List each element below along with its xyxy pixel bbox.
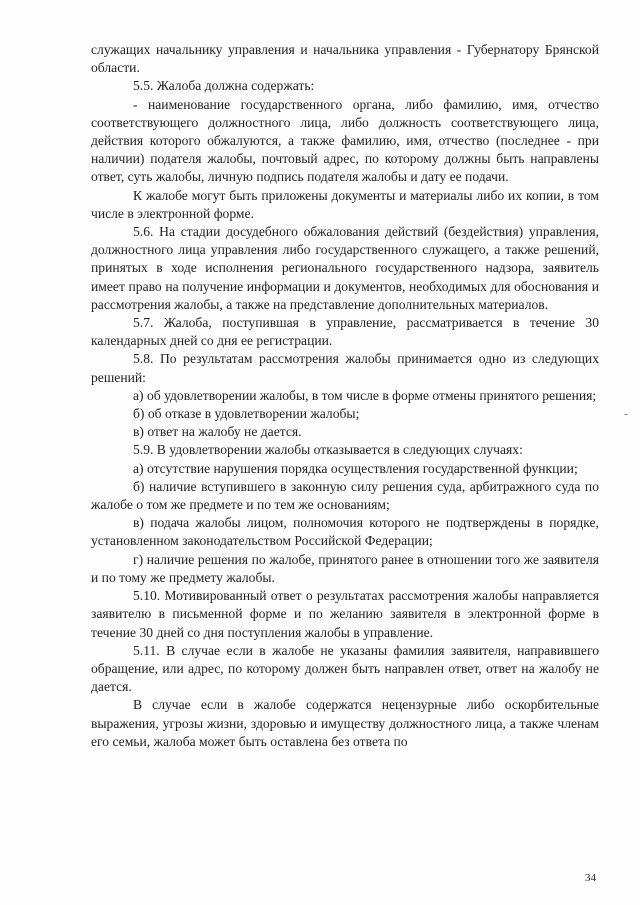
paragraph-continuation: служащих начальнику управления и начальника управления - Губернатору Брянской области. bbox=[91, 42, 599, 76]
document-body bbox=[91, 41, 599, 751]
list-item-5-9-c: в) подача жалобы лицом, полномочия которого не подтверждены в порядке, установленном законодательством Российской Федерации; bbox=[91, 515, 599, 549]
list-item-5-9-a: а) отсутствие нарушения порядка осуществления государственной функции; bbox=[133, 460, 578, 476]
paragraph-5-11: 5.11. В случае если в жалобе не указаны фамилия заявителя, направившего обращение, или адрес, по которому должен быть направлен ответ, ответ на жалобу не дается. bbox=[91, 642, 599, 695]
page-number: 34 bbox=[585, 872, 596, 884]
paragraph-5-8: 5.8. По результатам рассмотрения жалобы принимается одно из следующих решений: bbox=[91, 351, 599, 385]
paragraph-5-5: 5.5. Жалоба должна содержать: bbox=[133, 78, 315, 94]
paragraph-offensive-content: В случае если в жалобе содержатся нецензурные либо оскорбительные выражения, угрозы жизни, здоровью и имуществу должностного лица, а также членам его семьи, жалоба может быть оставлена без ответа по bbox=[91, 697, 599, 749]
margin-mark: - bbox=[624, 408, 628, 420]
paragraph-5-9: 5.9. В удовлетворении жалобы отказывается в следующих случаях: bbox=[133, 442, 523, 458]
list-item-5-8-b: б) об отказе в удовлетворении жалобы; bbox=[133, 406, 360, 422]
list-item-5-8-c: в) ответ на жалобу не дается. bbox=[133, 424, 302, 440]
paragraph-5-10: 5.10. Мотивированный ответ о результатах рассмотрения жалобы направляется заявителю в письменной форме и по желанию заявителя в электронной форме в течение 30 дней со дня поступления жалобы в управление. bbox=[91, 588, 599, 640]
list-item-5-9-d: г) наличие решения по жалобе, принятого ранее в отношении того же заявителя и по тому же предмету жалобы. bbox=[91, 551, 599, 585]
paragraph-5-6: 5.6. На стадии досудебного обжалования действий (бездействия) управления, должностного лица управления либо государственного служащего, а также решений, принятых в ходе исполнения регионального государственного надзора, заявитель имеет право на получение информации и документов, необходимых для обоснования и рассмотрения жалобы, а также на представление дополнительных материалов. bbox=[91, 224, 599, 312]
list-item-5-8-a: а) об удовлетворении жалобы, в том числе в форме отмены принятого решения; bbox=[133, 387, 597, 403]
paragraph-attachments: К жалобе могут быть приложены документы и материалы либо их копии, в том числе в электронной форме. bbox=[91, 187, 599, 221]
list-item-5-9-b: б) наличие вступившего в законную силу решения суда, арбитражного суда по жалобе о том же предмете и по тем же основаниям; bbox=[91, 478, 599, 513]
paragraph-complaint-contents: - наименование государственного органа, либо фамилию, имя, отчество соответствующего должностного лица, либо должность соответствующего лица, действия которого обжалуются, а также фамилию, имя, отчество (последнее - при наличии) подателя жалобы, почтовый адрес, по которому должны быть направлены ответ, суть жалобы, личную подпись подателя жалобы и дату ее подачи. bbox=[91, 96, 599, 185]
paragraph-5-7: 5.7. Жалоба, поступившая в управление, рассматривается в течение 30 календарных дней со дня ее регистрации. bbox=[91, 315, 599, 349]
